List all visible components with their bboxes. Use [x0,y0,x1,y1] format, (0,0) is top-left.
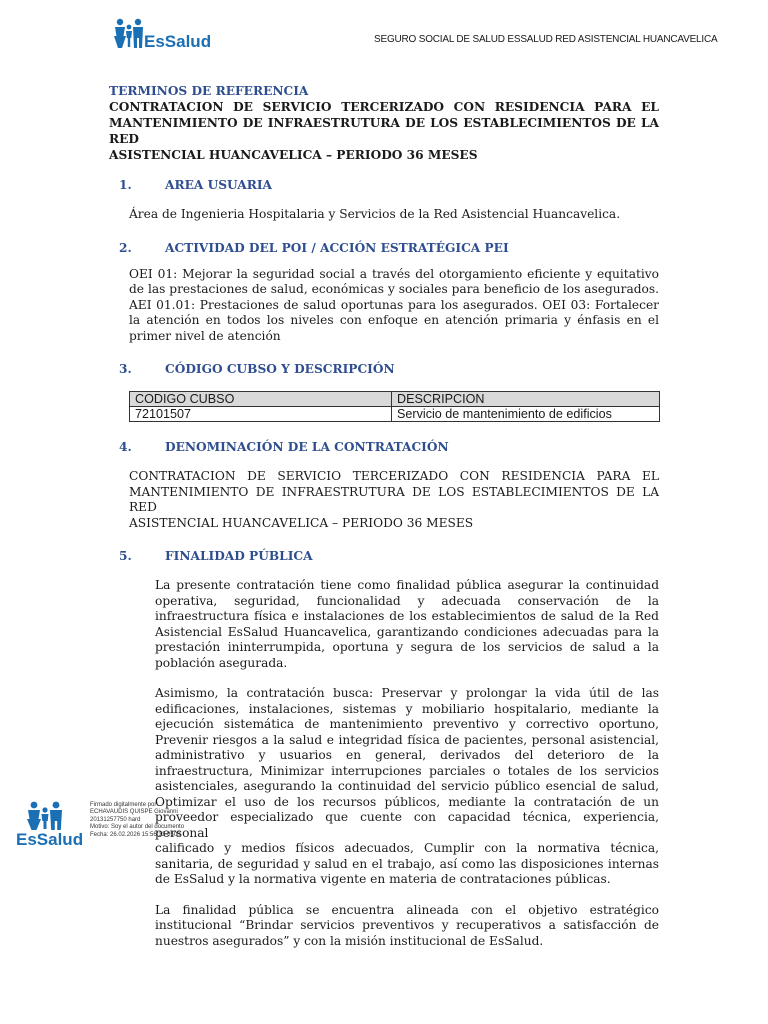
text-line: infraestructura física e instalaciones de los establecimientos de salud de la Red [155,609,659,623]
section-text [109,267,659,345]
section-cubso [109,361,659,422]
text-line: prestación ininterrumpida, oportuna y segura de los servicios de salud a la [155,640,659,654]
text-line: proveedor especializado que cuente con capacidad técnica, experiencia, personal [155,810,659,840]
section-number: 5. [119,549,132,563]
text-line: La presente contratación tiene como finalidad pública asegurar la continuidad [155,578,659,592]
section-title: DENOMINACIÓN DE LA CONTRATACIÓN [165,440,449,454]
table-cell: Servicio de mantenimiento de edificios [392,407,660,422]
signature-line: 20131257750 hard [90,816,141,823]
table-header-cell: CODIGO CUBSO [130,392,392,407]
paragraph [109,686,659,888]
family-logo-icon [16,800,88,848]
text-line: Asimismo, la contratación busca: Preservar y prolongar la vida útil de las [155,686,659,700]
section-title: FINALIDAD PÚBLICA [165,549,313,563]
doc-title-line: MANTENIMIENTO DE INFRAESTRUTURA DE LOS ESTABLECIMIENTOS DE LA RED [109,116,659,146]
section-title: CÓDIGO CUBSO Y DESCRIPCIÓN [165,362,395,376]
table-row [130,407,660,422]
text-line: OEI 01: Mejorar la seguridad social a través del otorgamiento eficiente y equitativo [129,266,659,281]
org-header: SEGURO SOCIAL DE SALUD ESSALUD RED ASISTENCIAL HUANCAVELICA [374,34,718,45]
doc-title [109,99,659,163]
signature-logo [16,800,88,848]
text-line: Prevenir riesgos a la salud e integridad física de pacientes, personal asistencial, [155,732,659,747]
text-line: población asegurada. [155,655,288,670]
signature-line: Motivo: Soy el autor del documento [90,824,185,831]
signature-line: ECHAVAUDIS QUISPE Giovanni [90,809,178,816]
section-heading [109,361,659,377]
essalud-logo [112,16,212,52]
text-line: Optimizar el uso de los recursos públicos, mediante la contratación de un [155,794,659,809]
section-poi [109,240,659,345]
section-text [109,469,659,531]
text-line: calificado y medios físicos adecuados, Cumplir con la normativa técnica, [155,841,659,855]
text-line: ejecución sistemática de mantenimiento preventivo y correctivo oportuno, [155,717,659,731]
section-text: Área de Ingenieria Hospitalaria y Servicios de la Red Asistencial Huancavelica. [129,207,621,221]
text-line: sanitaria, de seguridad y salud en el trabajo, así como las disposiciones internas [155,856,659,871]
section-title: AREA USUARIA [165,178,272,192]
text-line: institucional “Brindar servicios preventivos y recuperativos a satisfacción de [155,918,659,932]
text-line: administrativo y usuarios en general, derivados del deterioro de la [155,748,659,762]
text-line: de las prestaciones de salud, económicas y sociales para beneficio de los asegurados. [129,282,659,296]
text-line: de EsSalud y la normativa vigente en materia de contrataciones públicas. [155,872,611,886]
section-denominacion [109,439,659,531]
section-area-usuaria [109,177,659,223]
text-line: La finalidad pública se encuentra alineada con el objetivo estratégico [155,902,659,917]
paragraph [109,903,659,950]
text-line: operativa, seguridad, funcionalidad y adecuada conservación de la [155,593,659,608]
doc-title-line: ASISTENCIAL HUANCAVELICA – PERIODO 36 MESES [109,148,478,162]
section-number: 2. [119,240,132,255]
text-line: CONTRATACION DE SERVICIO TERCERIZADO CON RESIDENCIA PARA EL [129,469,659,483]
section-finalidad [109,548,659,949]
section-heading [109,548,659,564]
table-header-cell: DESCRIPCION [392,392,660,407]
section-heading [109,177,659,193]
text-line: asistenciales, asegurando la continuidad del servicio público esencial de salud, [155,779,659,793]
text-line: la atención en todos los niveles con enfoque en atención primaria y énfasis en el [129,313,659,327]
text-line: primer nivel de atención [129,328,281,343]
signature-logo-text: EsSalud [16,830,84,849]
doc-title-line: CONTRATACION DE SERVICIO TERCERIZADO CON RESIDENCIA PARA EL [109,100,659,114]
cubso-table [129,391,660,422]
table-cell: 72101507 [130,407,392,422]
signature-line: Fecha: 26.02.2026 15:56:33-0500 [90,831,181,838]
doc-kicker: TERMINOS DE REFERENCIA [109,84,309,98]
section-number: 1. [119,178,132,192]
section-title: ACTIVIDAD DEL POI / ACCIÓN ESTRATÉGICA PEI [165,240,509,255]
text-line: AEI 01.01: Prestaciones de salud oportunas para los asegurados. OEI 03: Fortalecer [129,297,659,312]
text-line: ASISTENCIAL HUANCAVELICA – PERIODO 36 MESES [129,515,474,530]
text-line: Asistencial EsSalud Huancavelica, garantizando condiciones adecuadas para la [155,624,659,639]
logo-text: EsSalud [144,32,212,51]
text-line: nuestros asegurados” y con la misión institucional de EsSalud. [155,933,544,948]
section-number: 3. [119,362,132,376]
family-logo-icon [112,16,212,52]
text-line: MANTENIMIENTO DE INFRAESTRUTURA DE LOS ESTABLECIMIENTOS DE LA RED [129,484,659,514]
section-number: 4. [119,440,132,454]
paragraph [109,578,659,671]
text-line: edificaciones, instalaciones, sistemas y mobiliario hospitalario, mediante la [155,701,659,716]
section-heading [109,439,659,455]
section-heading [109,240,659,256]
text-line: infraestructura, Minimizar interrupciones parciales o totales de los servicios [155,763,659,778]
signature-line: Firmado digitalmente por: [90,802,159,808]
signature-details [90,802,184,839]
table-header-row [130,392,660,407]
digital-signature [16,800,216,850]
